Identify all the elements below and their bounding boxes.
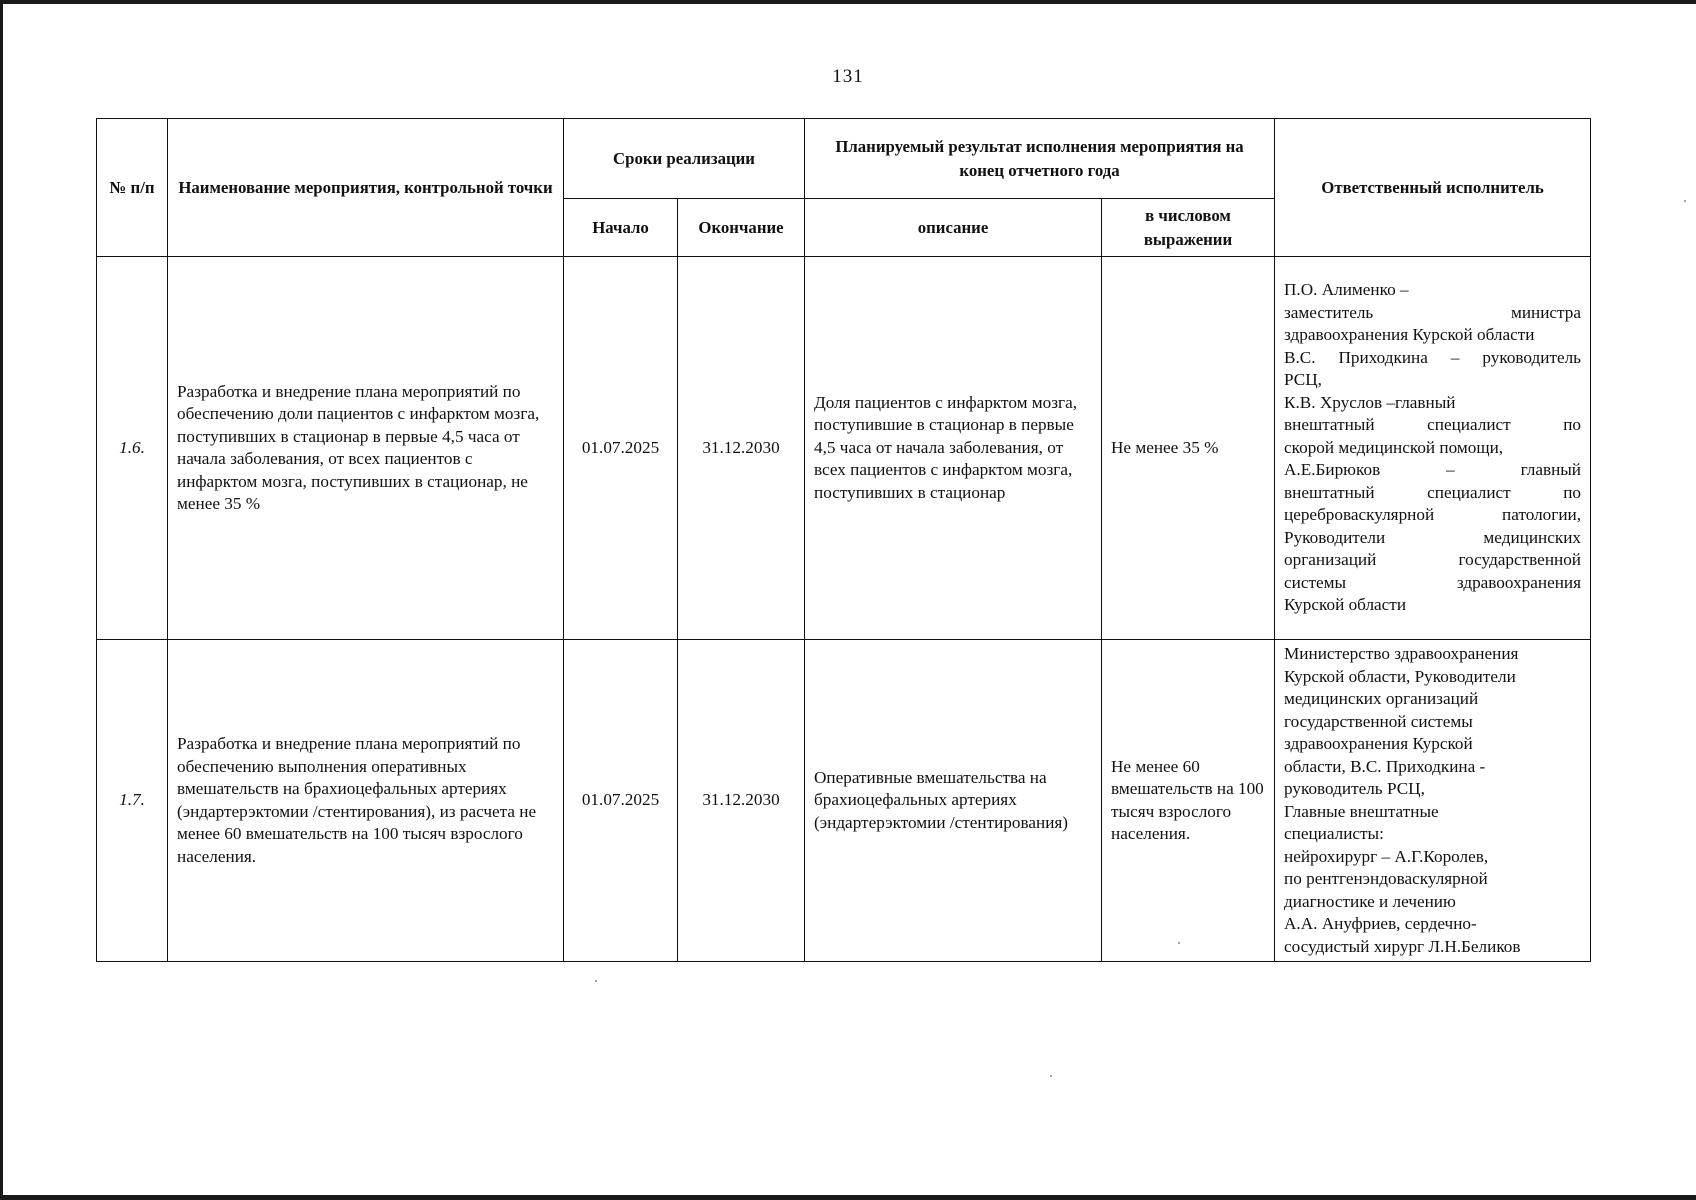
row-end-date: 31.12.2030 xyxy=(678,640,805,962)
scan-speck xyxy=(1178,942,1180,944)
responsible-line: В.С. Приходкина – руководитель xyxy=(1284,347,1582,367)
row-number: 1.6. xyxy=(97,257,168,640)
responsible-line: по рентгенэндоваскулярной xyxy=(1284,869,1488,888)
scan-speck xyxy=(1050,1075,1052,1077)
header-deadlines: Сроки реализации xyxy=(564,119,805,199)
responsible-line: РСЦ, xyxy=(1284,370,1322,390)
responsible-line: руководитель РСЦ, xyxy=(1284,779,1425,798)
header-description: описание xyxy=(805,199,1102,257)
responsible-line: скорой медицинской помощи, xyxy=(1284,437,1504,457)
row-responsible xyxy=(1275,257,1591,640)
action-plan-table xyxy=(96,118,1591,962)
row-description: Оперативные вмешательства на брахиоцефальных артериях (эндартерэктомии /стентирования) xyxy=(805,640,1102,962)
responsible-line: заместитель министра xyxy=(1284,302,1582,322)
row-responsible xyxy=(1275,640,1591,962)
responsible-line: нейрохирург – А.Г.Королев, xyxy=(1284,846,1489,866)
scan-border-bottom xyxy=(0,1195,1696,1200)
responsible-line: Руководители медицинских xyxy=(1284,527,1582,547)
row-end-date: 31.12.2030 xyxy=(678,257,805,640)
row-numeric-result: Не менее 60 вмешательств на 100 тысяч взрослого населения. xyxy=(1102,640,1275,962)
responsible-line: Министерство здравоохранения xyxy=(1284,644,1519,663)
table-row xyxy=(97,640,1591,962)
header-start: Начало xyxy=(564,199,678,257)
responsible-line: К.В. Хруслов –главный xyxy=(1284,392,1456,412)
responsible-line: организаций государственной xyxy=(1284,550,1582,570)
responsible-line: внештатный специалист по xyxy=(1284,415,1582,435)
row-start-date: 01.07.2025 xyxy=(564,640,678,962)
row-number: 1.7. xyxy=(97,640,168,962)
header-numeric: в числовом выражении xyxy=(1102,199,1275,257)
responsible-line: государственной системы xyxy=(1284,711,1473,731)
row-measure-name: Разработка и внедрение плана мероприятий по обеспечению выполнения оперативных вмешательств на брахиоцефальных артериях (эндартерэктомии /стентирования), из расчета не менее 60 вмешательств на 100 тысяч взрослого населения. xyxy=(168,640,564,962)
responsible-line: здравоохранения Курской xyxy=(1284,734,1473,753)
row-measure-name: Разработка и внедрение плана мероприятий по обеспечению доли пациентов с инфарктом мозга, поступивших в стационар в первые 4,5 часа от начала заболевания, от всех пациентов с инфарктом мозга, поступивших в стационар, не менее 35 % xyxy=(168,257,564,640)
responsible-line: медицинских организаций xyxy=(1284,689,1479,708)
scan-border-left xyxy=(0,0,3,1200)
header-name: Наименование мероприятия, контрольной точки xyxy=(168,119,564,257)
responsible-line: А.А. Ануфриев, сердечно- xyxy=(1284,914,1477,933)
responsible-line: Курской области, Руководители xyxy=(1284,666,1516,686)
header-planned-result: Планируемый результат исполнения мероприятия на конец отчетного года xyxy=(805,119,1275,199)
scan-border-top xyxy=(0,0,1696,4)
page-number: 131 xyxy=(832,66,864,87)
table-row xyxy=(97,257,1591,640)
responsible-line: здравоохранения Курской области xyxy=(1284,325,1535,345)
header-num: № п/п xyxy=(97,119,168,257)
scan-speck xyxy=(1684,200,1686,202)
responsible-line: П.О. Алименко – xyxy=(1284,280,1409,300)
row-start-date: 01.07.2025 xyxy=(564,257,678,640)
row-description: Доля пациентов с инфарктом мозга, поступившие в стационар в первые 4,5 часа от начала заболевания, от всех пациентов с инфарктом мозга, поступивших в стационар xyxy=(805,257,1102,640)
header-end: Окончание xyxy=(678,199,805,257)
responsible-line: Главные внештатные xyxy=(1284,801,1439,821)
responsible-line: диагностике и лечению xyxy=(1284,891,1456,911)
responsible-line: А.Е.Бирюков – главный xyxy=(1284,460,1582,480)
responsible-line: специалисты: xyxy=(1284,824,1384,843)
row-numeric-result: Не менее 35 % xyxy=(1102,257,1275,640)
responsible-line: Курской области xyxy=(1284,595,1407,615)
responsible-line: сосудистый хирург Л.Н.Беликов xyxy=(1284,936,1521,956)
responsible-line: системы здравоохранения xyxy=(1284,572,1582,592)
header-responsible: Ответственный исполнитель xyxy=(1275,119,1591,257)
responsible-line: внештатный специалист по xyxy=(1284,482,1582,502)
scan-speck xyxy=(595,980,597,982)
responsible-line: цереброваскулярной патологии, xyxy=(1284,505,1582,525)
responsible-line: области, В.С. Приходкина - xyxy=(1284,756,1486,776)
